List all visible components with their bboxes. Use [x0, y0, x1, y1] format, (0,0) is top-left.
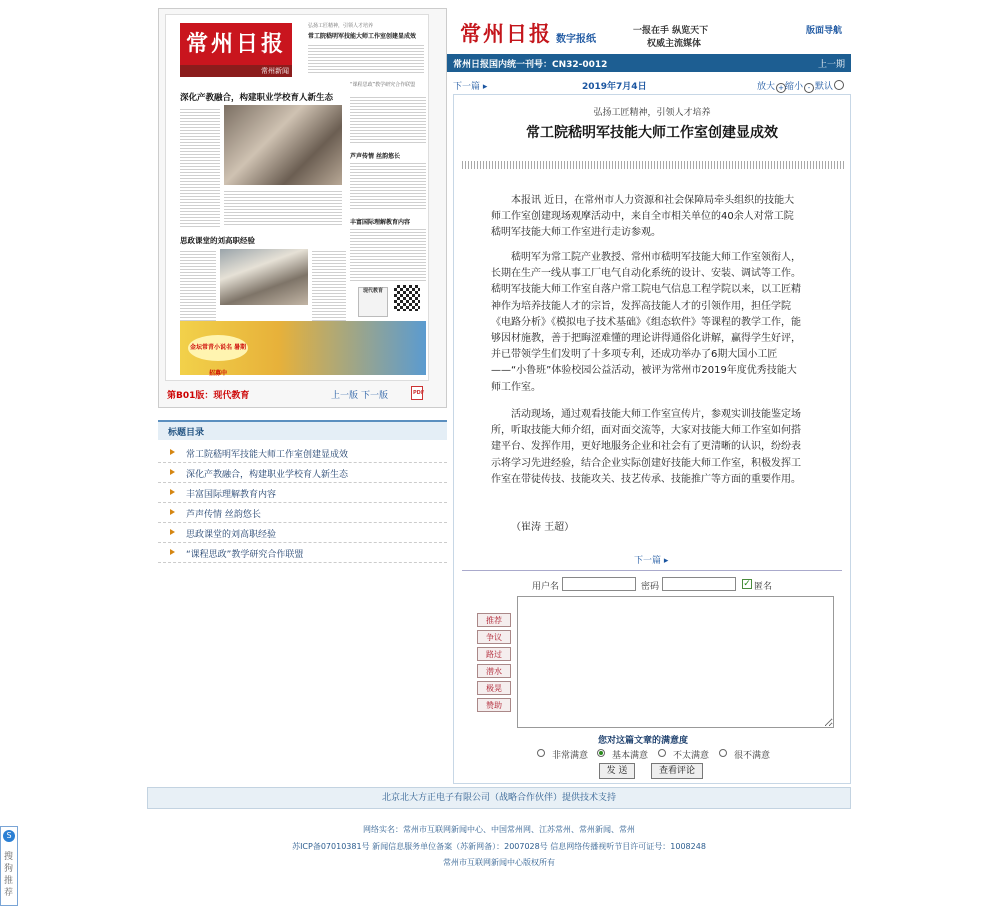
rating-label: 不太满意: [673, 751, 710, 761]
section-label: 第B01版：现代教育: [167, 391, 250, 401]
bullet-arrow-icon: [170, 489, 175, 495]
paper-text-block: [180, 249, 216, 321]
headline-list-item[interactable]: 思政课堂的刘高职经验: [158, 523, 447, 543]
sogou-recommend-label[interactable]: 搜狗推荐: [4, 852, 14, 898]
sogou-recommend-widget[interactable]: [0, 826, 18, 906]
anonymous-label: 匿名: [754, 582, 773, 592]
rating-label: 基本满意: [612, 751, 649, 761]
bullet-arrow-icon: [170, 449, 175, 455]
paper-text-block: [312, 249, 346, 321]
password-input[interactable]: [662, 577, 736, 591]
rating-radio-satisfied[interactable]: [597, 749, 605, 757]
paper-headline-top2: 常工院嵇明军技能大师工作室创建显成效: [308, 33, 417, 40]
issn-bar: [447, 54, 851, 72]
footer-line-2: 苏ICP备07010381号 新闻信息服务单位备案（苏新网备）：2007028号 信息网络传播视听节目许可证号：1008248: [292, 842, 706, 851]
article-byline: （崔涛 王超）: [511, 522, 575, 533]
sponsor-button[interactable]: 赞助: [477, 698, 511, 712]
rating-radio-very-unsatisfied[interactable]: [719, 749, 727, 757]
paper-ad-banner: [180, 321, 426, 375]
title-divider: [462, 161, 844, 169]
submit-comment-button[interactable]: 发 送: [599, 763, 635, 779]
site-logo[interactable]: 常州日报: [460, 21, 552, 46]
dispute-button[interactable]: 争议: [477, 630, 511, 644]
slogan-line-2: 权威主流媒体: [647, 39, 702, 49]
article-title: 常工院嵇明军技能大师工作室创建显成效: [526, 125, 778, 141]
paper-section-band: 常州新闻: [180, 65, 292, 77]
headline-list-item[interactable]: “课程思政”教学研究合作联盟: [158, 543, 447, 563]
slogan-line-1: 一报在手 纵览天下: [633, 26, 709, 36]
article-subtitle: 弘扬工匠精神，引领人才培养: [593, 108, 711, 118]
digital-paper-label: 数字报纸: [556, 34, 596, 45]
bullet-arrow-icon: [170, 509, 175, 515]
rating-label: 非常满意: [552, 751, 589, 761]
paper-logo: 常州日报: [180, 23, 292, 65]
paper-qr-box: [358, 287, 388, 317]
headline-list-item[interactable]: 丰富国际理解教育内容: [158, 483, 447, 503]
paper-text-block: [180, 107, 220, 227]
bullet-arrow-icon: [170, 529, 175, 535]
next-edition-link[interactable]: 下一版: [361, 391, 389, 401]
anonymous-checkbox[interactable]: ✓: [743, 579, 751, 589]
paper-text-block: [350, 161, 426, 209]
paper-headline-right2: 芦声传情 丝韵悠长: [350, 153, 401, 160]
tech-support-bar[interactable]: 北京北大方正电子有限公司（战略合作伙伴）提供技术支持: [147, 787, 851, 809]
default-size-button[interactable]: 默认: [815, 79, 844, 92]
paper-text-block: [224, 189, 342, 227]
headline-list-item[interactable]: 芦声传情 丝韵悠长: [158, 503, 447, 523]
paper-qr-label: 现代教育: [362, 288, 383, 294]
reset-icon: [834, 80, 844, 90]
next-article-link-bottom[interactable]: 下一篇 ▸: [634, 556, 669, 566]
paper-text-block: [350, 95, 426, 145]
prev-issue-link[interactable]: 上一期: [817, 60, 845, 70]
article-paragraph: 嵇明军为常工院产业教授、常州市嵇明军技能大师工作室领衔人，长期在生产一线从事工厂电气自动化系统的设计、安装、调试等工作。嵇明军技能大师工作室自落户常工院电气信息工程学院以来，以工匠精神作为培养技能人才的宗旨，发挥高技能人才的引领作用，担任学院《电路分析》《模拟电子技术基础》《组态软件》等课程的教学工作，能够因材施教，善于把晦涩难懂的理论讲得通俗化讲解，赢得学生好评，并已带领学生们发明了十多项专利，还成功举办了6期大国小工匠——“小鲁班”体验校园公益活动，被评为常州市2019年度优秀技能大师工作室。: [491, 252, 801, 393]
issue-date: 2019年7月4日: [582, 82, 647, 92]
zoom-out-button[interactable]: 缩小 -: [785, 79, 814, 93]
paper-ad-text: 金坛常青小说名 暑期招募中: [188, 335, 248, 361]
prev-edition-link[interactable]: 上一版: [331, 391, 359, 401]
rating-title: 您对这篇文章的满意度: [598, 736, 689, 746]
headline-list-title: 标题目录: [168, 428, 205, 438]
paper-headline-main: 深化产教融合，构建职业学校育人新生态: [180, 93, 334, 103]
pass-by-button[interactable]: 路过: [477, 647, 511, 661]
paper-headline-top1: 弘扬工匠精神，引领人才培养: [308, 23, 374, 29]
paper-text-block: [308, 43, 424, 73]
bullet-arrow-icon: [170, 549, 175, 555]
sogou-icon[interactable]: S: [3, 830, 15, 842]
article-toolbar: [447, 76, 851, 92]
rating-radio-unsatisfied[interactable]: [658, 749, 666, 757]
paper-qr-code: [394, 285, 420, 311]
bullet-arrow-icon: [170, 469, 175, 475]
pdf-icon[interactable]: PDF: [411, 386, 423, 400]
recommend-button[interactable]: 推荐: [477, 613, 511, 627]
rating-radio-very-satisfied[interactable]: [537, 749, 545, 757]
issn-text: 常州日报国内统一刊号：CN32-0012: [453, 60, 608, 70]
headline-list-item[interactable]: 深化产教融合，构建职业学校育人新生态: [158, 463, 447, 483]
rating-label: 很不满意: [734, 751, 771, 761]
username-input[interactable]: [562, 577, 636, 591]
footer-line-3: 常州市互联网新闻中心版权所有: [443, 858, 555, 867]
article-paragraph: 活动现场，通过观看技能大师工作室宣传片，参观实训技能鉴定场所，听取技能大师介绍，面对面交流等，大家对技能大师工作室如何搭建平台、发挥作用，更好地服务企业和社会有了更清晰的认识，纷纷表示将学习先进经验，结合企业实际创建好技能大师工作室，积极发挥工作室在带徒传技、技能攻关、技艺传承、技能推广等方面的重要作用。: [491, 409, 801, 485]
article-paragraph: 本报讯 近日，在常州市人力资源和社会保障局牵头组织的技能大师工作室创建现场观摩活动中，来自全市相关单位的40余人对常工院嵇明军技能大师工作室进行走访参观。: [491, 195, 795, 239]
paper-photo-1: [224, 105, 342, 185]
next-article-link[interactable]: 下一篇 ▸: [453, 82, 488, 92]
paper-photo-2: [220, 249, 308, 305]
paper-headline-right1: “课程思政”教学研究合作联盟: [350, 82, 416, 88]
lurk-button[interactable]: 潜水: [477, 664, 511, 678]
page-footer-bar: [163, 386, 443, 402]
paper-headline-right3: 丰富国际理解教育内容: [350, 219, 411, 226]
newspaper-page-image[interactable]: [165, 14, 429, 381]
page-nav-link[interactable]: 版面导航: [806, 26, 843, 36]
plus-icon: +: [776, 83, 786, 93]
comment-textarea[interactable]: [517, 596, 834, 728]
headline-list-item[interactable]: 常工院嵇明军技能大师工作室创建显成效: [158, 443, 447, 463]
ridiculous-button[interactable]: 极晃: [477, 681, 511, 695]
password-label: 密码: [641, 582, 660, 592]
paper-headline-left: 思政课堂的刘高职经验: [180, 236, 255, 245]
username-label: 用户名: [532, 582, 560, 592]
footer-line-1: 网络实名：常州市互联网新闻中心、中国常州网、江苏常州、常州新闻、常州: [363, 825, 635, 834]
headline-list-header: [158, 420, 447, 440]
paper-text-block: [350, 227, 426, 281]
view-comments-button[interactable]: 查看评论: [651, 763, 703, 779]
minus-icon: -: [804, 83, 814, 93]
zoom-in-button[interactable]: 放大 +: [757, 79, 786, 93]
